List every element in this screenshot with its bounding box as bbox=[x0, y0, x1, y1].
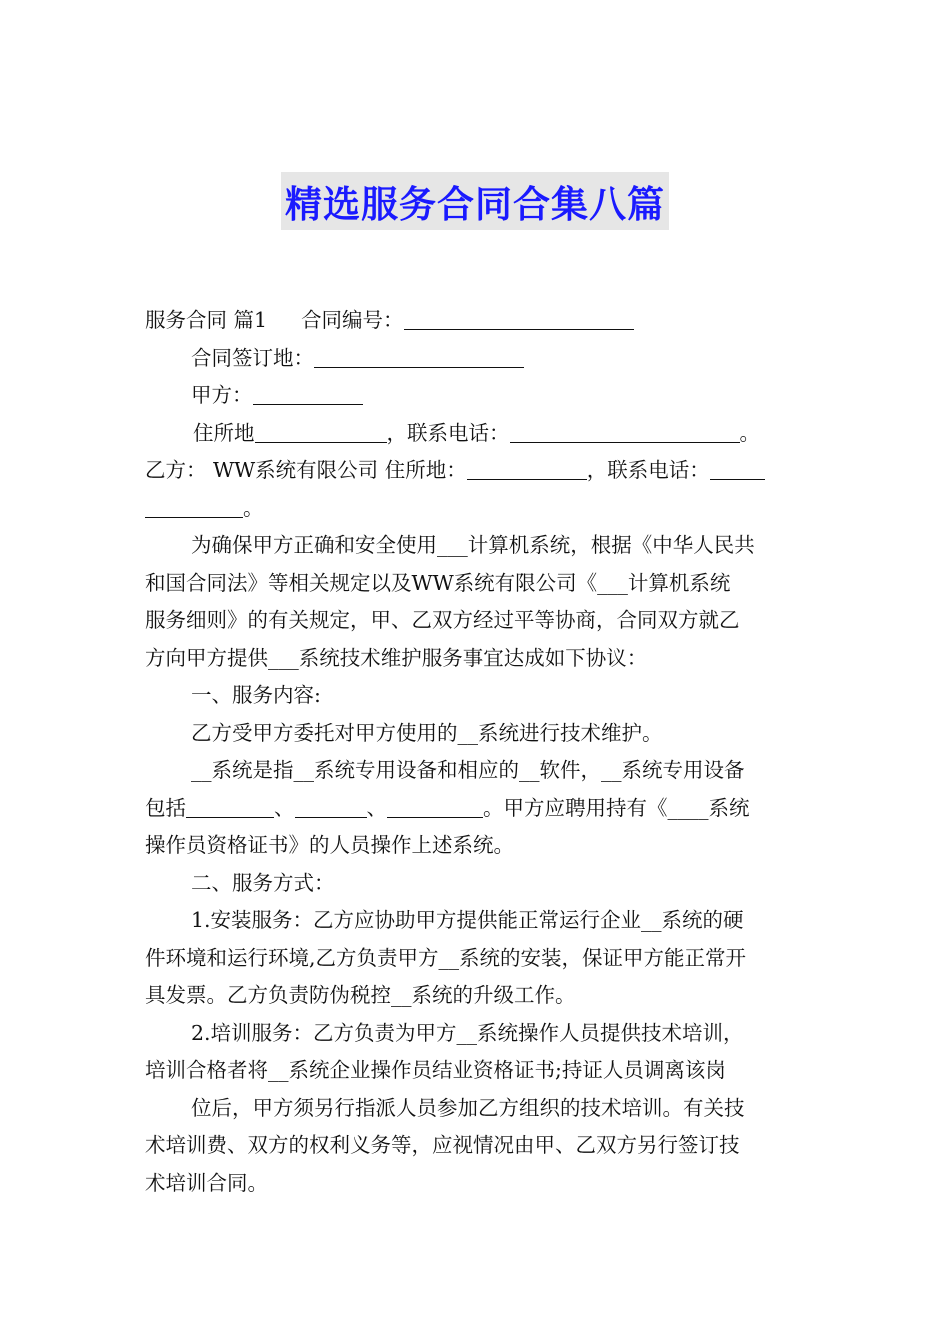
document-title: 精选服务合同合集八篇 bbox=[281, 172, 669, 230]
intro-line-1 bbox=[145, 527, 807, 565]
party-b-line bbox=[145, 452, 807, 490]
party-a-end: 。 bbox=[739, 420, 760, 445]
party-b-line-cont bbox=[145, 490, 807, 528]
section2-p2-line2 bbox=[145, 1052, 807, 1090]
intro-text-3: 服务细则》的有关规定，甲、乙双方经过平等协商，合同双方就乙 bbox=[145, 608, 740, 632]
equipment-blank-3 bbox=[387, 795, 483, 818]
section2-p1-text-3: 具发票。乙方负责防伪税控__系统的升级工作。 bbox=[145, 983, 576, 1007]
section2-p3-text-1: 位后，甲方须另行指派人员参加乙方组织的技术培训。有关技 bbox=[191, 1095, 745, 1120]
section1-p1-text: 乙方受甲方委托对甲方使用的__系统进行技术维护。 bbox=[191, 720, 663, 745]
section1-p2-text-3: 操作员资格证书》的人员操作上述系统。 bbox=[145, 833, 514, 857]
section1-p1 bbox=[145, 715, 807, 753]
section2-p3-text-2: 术培训费、双方的权利义务等，应视情况由甲、乙双方另行签订技 bbox=[145, 1133, 740, 1157]
sign-place-line bbox=[145, 340, 807, 378]
intro-text-4: 方向甲方提供___系统技术维护服务事宜达成如下协议： bbox=[145, 645, 648, 670]
sign-place-label: 合同签订地： bbox=[191, 345, 314, 370]
party-b-phone-blank-2 bbox=[145, 495, 243, 518]
equipment-blank-2 bbox=[295, 795, 367, 818]
party-a-line bbox=[145, 377, 807, 415]
party-b-end: 。 bbox=[243, 495, 264, 520]
party-b-address-label: 住所地： bbox=[378, 458, 467, 482]
sign-place-blank bbox=[314, 345, 524, 368]
section2-p1-line1 bbox=[145, 902, 807, 940]
section2-p2-line1 bbox=[145, 1015, 807, 1053]
party-a-blank bbox=[253, 382, 363, 405]
equipment-blank-1 bbox=[186, 795, 274, 818]
section2-p2-text-1: 2.培训服务：乙方负责为甲方__系统操作人员提供技术培训， bbox=[191, 1020, 744, 1045]
section2-heading bbox=[145, 865, 807, 903]
party-a-address-line bbox=[145, 415, 807, 453]
section1-p2-text-2a: 包括 bbox=[145, 795, 186, 820]
section2-p1-line2 bbox=[145, 940, 807, 978]
separator-1: 、 bbox=[274, 795, 295, 820]
section2-heading-text: 二、服务方式： bbox=[191, 870, 335, 895]
section2-p1-text-1: 1.安装服务：乙方应协助甲方提供能正常运行企业__系统的硬 bbox=[191, 908, 744, 932]
party-a-label: 甲方： bbox=[191, 383, 253, 407]
intro-line-4 bbox=[145, 640, 807, 678]
section1-heading-text: 一、服务内容: bbox=[191, 683, 321, 707]
section1-p2-line3 bbox=[145, 827, 807, 865]
intro-text-1: 为确保甲方正确和安全使用___计算机系统，根据《中华人民共 bbox=[191, 533, 755, 557]
section2-p1-line3 bbox=[145, 977, 807, 1015]
party-b-phone-blank-1 bbox=[710, 457, 765, 480]
intro-line-3 bbox=[145, 602, 807, 640]
section2-p3-text-3: 术培训合同。 bbox=[145, 1170, 268, 1195]
intro-text-2: 和国合同法》等相关规定以及WW系统有限公司《___计算机系统 bbox=[145, 570, 731, 595]
section1-p2-line2 bbox=[145, 790, 807, 828]
party-a-address-blank bbox=[255, 420, 387, 443]
section2-p3-line1 bbox=[145, 1090, 807, 1128]
party-a-phone-label: ，联系电话： bbox=[386, 420, 510, 445]
section1-p2-text-2b: 。甲方应聘用持有《____系统 bbox=[483, 795, 750, 820]
section2-p3-line2 bbox=[145, 1127, 807, 1165]
section2-p2-text-2: 培训合格者将__系统企业操作员结业资格证书;持证人员调离该岗 bbox=[145, 1058, 726, 1082]
party-a-address-label: 住所地 bbox=[193, 420, 255, 445]
document-title-block bbox=[0, 172, 950, 230]
section-label: 服务合同 篇1 bbox=[145, 308, 268, 332]
contract-no-blank bbox=[404, 307, 634, 330]
contract-header-line bbox=[145, 302, 807, 340]
party-b-label: 乙方： WW系统有限公司 bbox=[145, 458, 379, 482]
party-a-phone-blank bbox=[510, 420, 740, 443]
section2-p1-text-2: 件环境和运行环境,乙方负责甲方__系统的安装，保证甲方能正常开 bbox=[145, 945, 747, 970]
section1-p2-text-1: __系统是指__系统专用设备和相应的__软件，__系统专用设备 bbox=[191, 758, 745, 782]
party-b-address-blank bbox=[467, 457, 587, 480]
intro-line-2 bbox=[145, 565, 807, 603]
contract-no-label: 合同编号： bbox=[301, 308, 404, 332]
party-b-phone-label: ，联系电话： bbox=[586, 458, 710, 482]
document-body bbox=[145, 302, 807, 1202]
separator-2: 、 bbox=[366, 795, 387, 820]
section2-p3-line3 bbox=[145, 1165, 807, 1203]
section1-p2-line1 bbox=[145, 752, 807, 790]
section1-heading bbox=[145, 677, 807, 715]
